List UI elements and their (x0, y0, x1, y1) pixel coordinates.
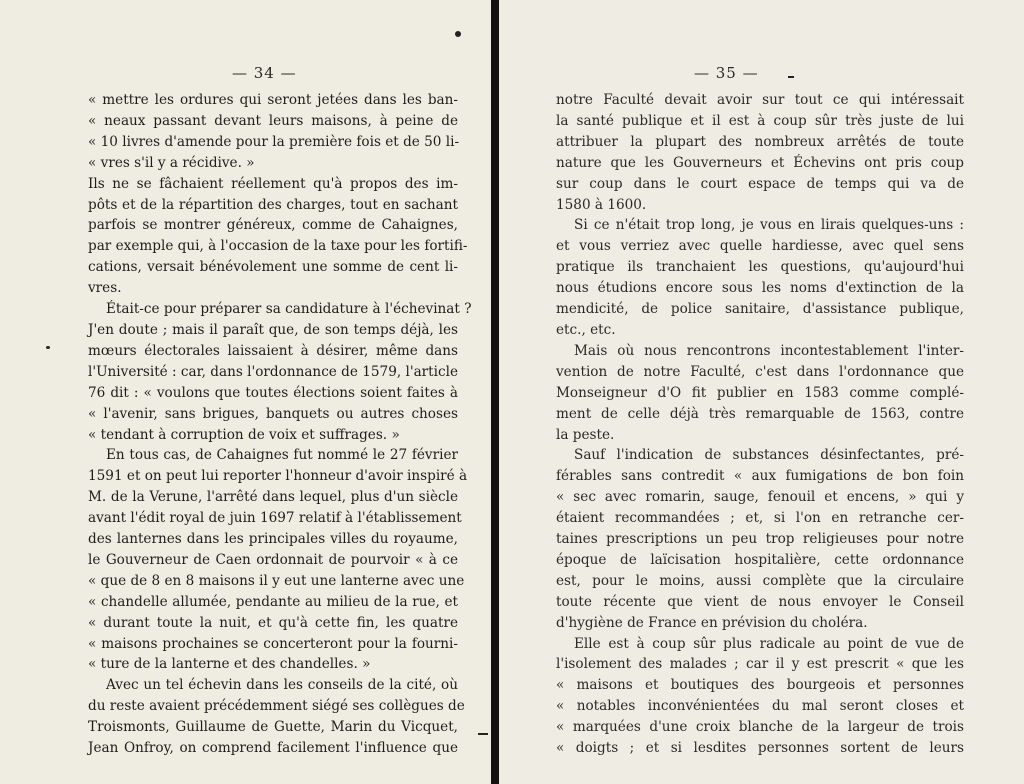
text-line: vres. (88, 280, 122, 297)
text-line: « maisons prochaines se concerteront pour la fourni- (88, 635, 458, 652)
left-page-number: — 34 — (232, 64, 297, 82)
text-line: etc., etc. (556, 321, 616, 338)
text-line: la peste. (556, 426, 615, 443)
text-line: mendicité, de police sanitaire, d'assistance publique, (556, 301, 964, 318)
text-line: pôts et de la répartition des charges, tout en sachant (88, 196, 458, 213)
text-line: « que de 8 en 8 maisons il y eut une lanterne avec une (88, 572, 465, 589)
text-line: « marquées d'une croix blanche de la largeur de trois (556, 719, 964, 736)
text-line: Avec un tel échevin dans les conseils de la cité, où (106, 677, 458, 694)
text-line: « neaux passant devant leurs maisons, à peine de (88, 112, 458, 129)
text-line: « chandelle allumée, pendante au milieu de la rue, et (88, 593, 458, 610)
right-page-number: — 35 — (694, 64, 759, 82)
right-page-text (556, 90, 964, 759)
text-line: férables sans contredit « aux fumigations de bon foin (556, 468, 964, 485)
text-line: et vous verriez avec quelle hardiesse, avec quel sens (556, 238, 964, 255)
text-line: époque de laïcisation hospitalière, cette ordonnance (556, 551, 964, 568)
text-line: « ture de la lanterne et des chandelles. » (88, 656, 371, 673)
text-line: des lanternes dans les principales villes du royaume, (88, 531, 458, 548)
text-line: sur coup dans le court espace de temps qui va de (556, 175, 964, 192)
ink-tick (788, 76, 794, 78)
text-line: Sauf l'indication de substances désinfectantes, pré- (574, 447, 964, 464)
text-line: nous étudions encore sous les noms d'extinction de la (556, 280, 964, 297)
text-line: « vres s'il y a récidive. » (88, 154, 255, 171)
left-page (0, 0, 492, 784)
text-line: d'hygiène de France en prévision du choléra. (556, 614, 868, 631)
text-line: notre Faculté devait avoir sur tout ce qui intéressait (556, 92, 964, 108)
text-line: « tendant à corruption de voix et suffrages. » (88, 426, 400, 443)
text-line: Monseigneur d'O fit publier en 1583 comme complé- (556, 384, 964, 401)
text-line: parfois se montrer généreux, comme de Cahaignes, (88, 217, 458, 234)
text-line: 1580 à 1600. (556, 196, 647, 213)
text-line: est, pour le moins, aussi complète que la circulaire (556, 572, 964, 589)
right-page (499, 0, 1024, 784)
text-line: attribuer la plupart des nombreux arrêtés de toute (556, 133, 964, 150)
text-line: la santé publique et il est à coup sûr très juste de lui (556, 112, 964, 129)
text-line: « sec avec romarin, sauge, fenouil et encens, » qui y (556, 489, 964, 506)
text-line: Si ce n'était trop long, je vous en lirais quelques-uns : (574, 217, 964, 234)
text-line: étaient recommandées ; et, si l'on en retranche cer- (556, 510, 964, 527)
ink-dot (455, 31, 461, 37)
text-line: En tous cas, de Cahaignes fut nommé le 27 février (106, 447, 458, 464)
text-line: M. de la Verune, l'arrêté dans lequel, plus d'un siècle (88, 489, 458, 506)
text-line: « notables inconvénientées du mal seront closes et (556, 698, 964, 715)
text-line: pratique ils tranchaient les questions, qu'aujourd'hui (556, 259, 964, 276)
text-line: mœurs électorales laissaient à désirer, même dans (88, 342, 458, 359)
text-line: Était-ce pour préparer sa candidature à l'échevinat ? (106, 301, 472, 318)
text-line: l'isolement des malades ; car il y est prescrit « que les (556, 656, 964, 673)
text-line: Mais où nous rencontrons incontestablement l'inter- (574, 342, 964, 359)
text-line: Jean Onfroy, on comprend facilement l'influence que (88, 740, 458, 757)
ink-tick (478, 733, 488, 735)
text-line: Elle est à coup sûr plus radicale au point de vue de (574, 635, 964, 652)
text-line: « doigts ; et si lesdites personnes sortent de leurs (556, 740, 964, 757)
text-line: « 10 livres d'amende pour la première fois et de 50 li- (88, 133, 460, 150)
text-line: ment de celle déjà très remarquable de 1563, contre (556, 405, 964, 422)
text-line: 76 dit : « voulons que toutes élections soient faites à (88, 384, 458, 401)
text-line: du reste avaient précédemment siégé ses collègues de (88, 698, 465, 715)
text-line: J'en doute ; mais il paraît que, de son temps déjà, les (88, 321, 458, 338)
text-line: « durant toute la nuit, et qu'à cette fin, les quatre (88, 614, 458, 631)
text-line: l'Université : car, dans l'ordonnance de 1579, l'article (88, 363, 458, 380)
text-line: nature que les Gouverneurs et Échevins ont pris coup (556, 154, 964, 171)
text-line: « maisons et boutiques des bourgeois et personnes (556, 677, 964, 694)
text-line: 1591 et on peut lui reporter l'honneur d'avoir inspiré à (88, 468, 468, 485)
book-gutter (491, 0, 499, 784)
text-line: par exemple qui, à l'occasion de la taxe pour les fortifi- (88, 238, 468, 255)
text-line: toute récente que vient de nous envoyer le Conseil (556, 593, 964, 610)
left-page-text (88, 90, 472, 759)
text-line: Troismonts, Guillaume de Guette, Marin du Vicquet, (88, 719, 458, 736)
text-line: le Gouverneur de Caen ordonnait de pourvoir « à ce (88, 551, 458, 568)
text-line: « l'avenir, sans brigues, banquets ou autres choses (88, 405, 458, 422)
text-line: vention de notre Faculté, c'est dans l'ordonnance que (556, 363, 964, 380)
text-line: Ils ne se fâchaient réellement qu'à propos des im- (88, 175, 458, 192)
text-line: cations, versait bénévolement une somme de cent li- (88, 259, 458, 276)
text-line: taines prescriptions un peu trop religieuses pour notre (556, 531, 964, 548)
ink-dot (46, 346, 50, 349)
text-line: avant l'édit royal de juin 1697 relatif à l'établissement (88, 510, 462, 527)
text-line: « mettre les ordures qui seront jetées dans les ban- (88, 92, 458, 108)
